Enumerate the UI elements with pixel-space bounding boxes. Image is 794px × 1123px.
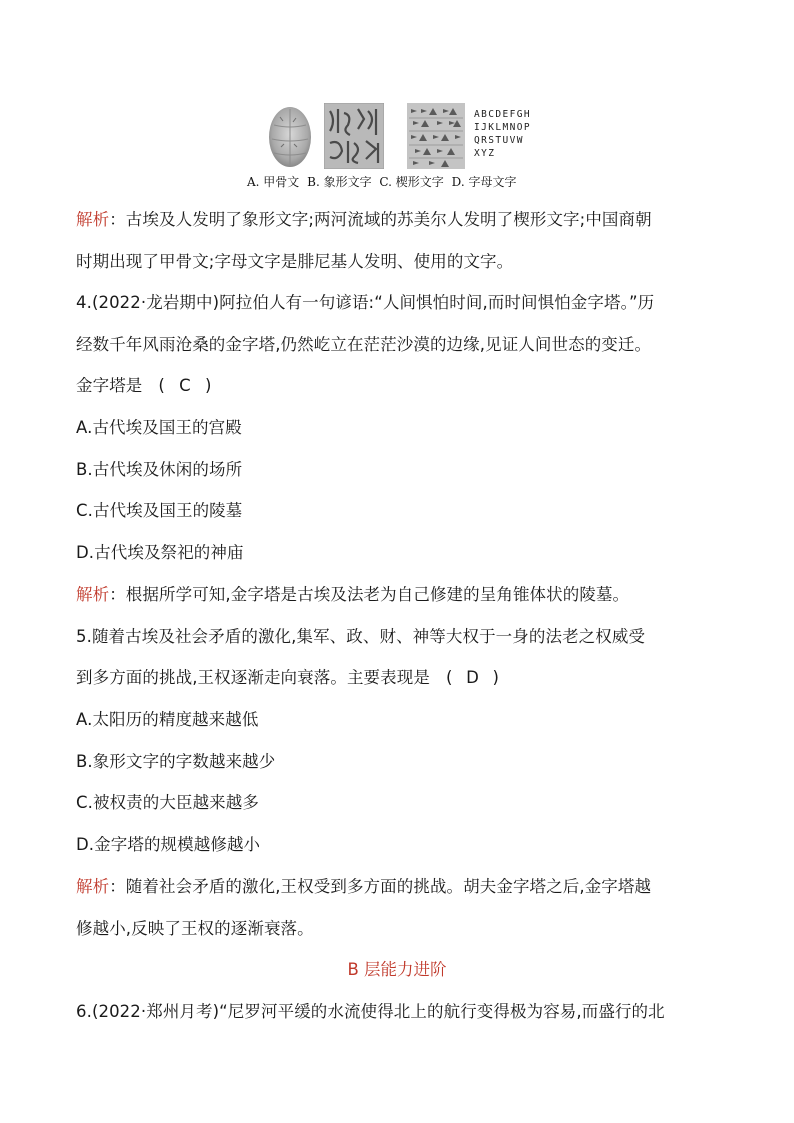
oracle-bone-image	[266, 103, 314, 169]
q5-stem-line1: 5.随着古埃及社会矛盾的激化,集军、政、财、神等大权于一身的法老之权威受	[76, 627, 646, 646]
caption-d: D. 字母文字	[451, 175, 517, 189]
writing-systems-figure	[262, 103, 552, 173]
caption-c: C. 楔形文字	[379, 175, 444, 189]
caption-a: A. 甲骨文	[247, 175, 300, 189]
q4-stem-line1: 4.(2022·龙岩期中)阿拉伯人有一句谚语:“人间惧怕时间,而时间惧怕金字塔。”历	[76, 293, 655, 312]
q4-option-d: D.古代埃及祭祀的神庙	[76, 543, 244, 562]
q5-option-c: C.被权责的大臣越来越多	[76, 793, 259, 812]
alphabet-sample: ABCDEFGH IJKLMNOP QRSTUVW XYZ	[474, 109, 531, 159]
q5-analysis-line1: 解析：随着社会矛盾的激化,王权受到多方面的挑战。胡夫金字塔之后,金字塔越	[76, 877, 652, 896]
pictograph-image	[324, 103, 384, 169]
analysis-label: 解析	[76, 877, 110, 896]
q4-stem-line2: 经数千年风雨沧桑的金字塔,仍然屹立在茫茫沙漠的边缘,见证人间世态的变迁。	[76, 335, 652, 354]
q5-analysis-line2: 修越小,反映了王权的逐渐衰落。	[76, 919, 314, 938]
q4-option-b: B.古代埃及休闲的场所	[76, 460, 243, 479]
analysis-label: 解析	[76, 210, 110, 229]
q5-option-a: A.太阳历的精度越来越低	[76, 710, 259, 729]
analysis-label: 解析	[76, 585, 110, 604]
q4-option-c: C.古代埃及国王的陵墓	[76, 501, 243, 520]
q5-answer: D	[466, 668, 479, 687]
cuneiform-image	[407, 103, 465, 169]
q5-option-d: D.金字塔的规模越修越小	[76, 835, 261, 854]
q3-analysis-line2: 时期出现了甲骨文;字母文字是腓尼基人发明、使用的文字。	[76, 252, 514, 271]
q5-stem-line2: 到多方面的挑战,王权逐渐走向衰落。主要表现是 ( D )	[76, 668, 500, 687]
q4-answer-bracket: ( C )	[158, 376, 212, 395]
q4-analysis: 解析：根据所学可知,金字塔是古埃及法老为自己修建的呈角锥体状的陵墓。	[76, 585, 630, 604]
q6-stem-line1: 6.(2022·郑州月考)“尼罗河平缓的水流使得北上的航行变得极为容易,而盛行的北	[76, 1002, 665, 1021]
caption-b: B. 象形文字	[307, 175, 372, 189]
q4-option-a: A.古代埃及国王的宫殿	[76, 418, 242, 437]
q3-analysis-line1: 解析：古埃及人发明了象形文字;两河流域的苏美尔人发明了楔形文字;中国商朝	[76, 210, 652, 229]
q5-option-b: B.象形文字的字数越来越少	[76, 752, 276, 771]
section-heading: B 层能力进阶	[347, 960, 447, 979]
q4-stem-line3: 金字塔是 ( C )	[76, 376, 212, 395]
q4-answer: C	[179, 376, 191, 395]
q5-answer-bracket: ( D )	[445, 668, 500, 687]
figure-caption	[247, 173, 520, 190]
